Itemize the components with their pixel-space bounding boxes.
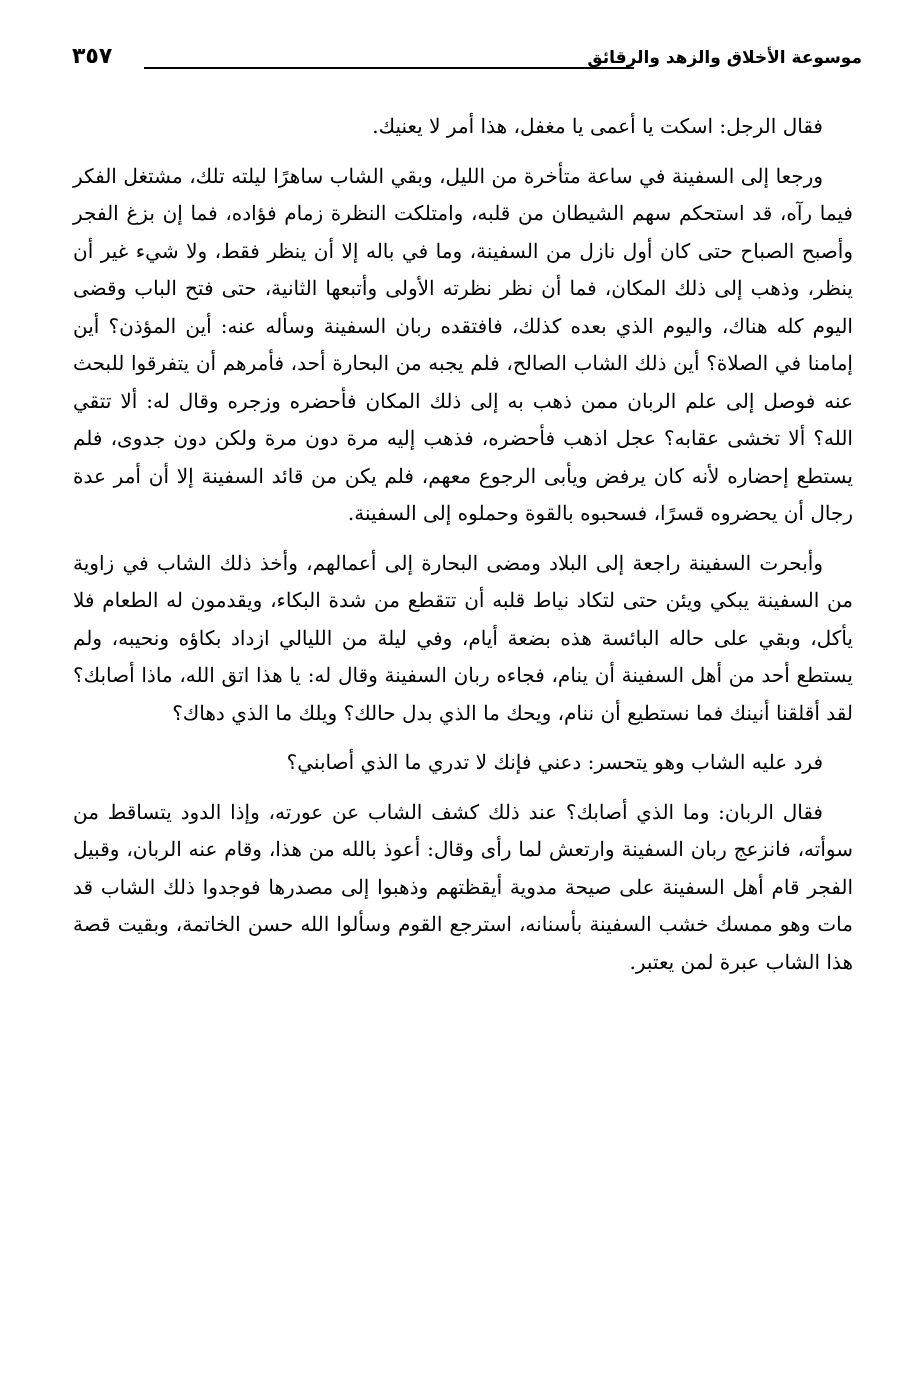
paragraph: فقال الربان: وما الذي أصابك؟ عند ذلك كشف الشاب عن عورته، وإذا الدود يتساقط من سوأته، فانزعج ربان السفينة وارتعش لما رأى وقال: أعوذ بالله من هذا، وقام عنه الربان، وقبيل الفجر قام أهل السفينة على صيحة مدوية أيقظتهم وذهبوا إلى مصدرها فوجدوا ذلك الشاب قد مات وهو ممسك خشب السفينة بأسنانه، استرجع القوم وسألوا الله حسن الخاتمة، وبقيت قصة هذا الشاب عبرة لمن يعتبر. [73,799,854,974]
paragraph: فرد عليه الشاب وهو يتحسر: دعني فإنك لا تدري ما الذي أصابني؟ [286,750,823,774]
paragraph: فقال الرجل: اسكت يا أعمى يا مغفل، هذا أمر لا يعنيك. [372,114,823,138]
paragraph: ورجعا إلى السفينة في ساعة متأخرة من الليل، وبقي الشاب ساهرًا ليلته تلك، مشتغل الفكر فيما رآه، قد استحكم سهم الشيطان من قلبه، وامتلكت النظرة زمام فؤاده، فما إن بزغ الفجر وأصبح الصباح حتى كان أول نازل من السفينة، وما في باله إلا أن ينظر فقط، ولا شيء غير أن ينظر، وذهب إلى ذلك المكان، فما أن نظر نظرته الأولى وأتبعها الثانية، حتى فتح الباب وقضى اليوم كله هناك، واليوم الذي بعده كذلك، فافتقده ربان السفينة وسأله عنه: أين المؤذن؟ أين إمامنا في الصلاة؟ أين ذلك الشاب الصالح، فلم يجبه من البحارة أحد، فأمرهم أن يتفرقوا للبحث عنه فوصل إلى علم الربان ممن ذهب به إلى ذلك المكان فأحضره وزجره وقال له: ألا تتقي الله؟ ألا تخشى عقابه؟ عجل اذهب فأحضره، فذهب إليه مرة دون مرة ولكن دون جدوى، فلم يستطع إحضاره لأنه كان يرفض ويأبى الرجوع معهم، فلم يكن من قائد السفينة إلا أن أمر عدة رجال أن يحضروه قسرًا، فسحبوه بالقوة وحملوه إلى السفينة. [73,163,853,525]
page-header [72,38,862,78]
page-number: ٣٥٧ [72,44,113,69]
body-text [73,108,853,993]
header-rule [144,67,634,69]
running-title: موسوعة الأخلاق والزهد والرقائق [587,48,862,68]
paragraph: وأبحرت السفينة راجعة إلى البلاد ومضى البحارة إلى أعمالهم، وأخذ ذلك الشاب في زاوية من السفينة يبكي ويئن حتى لتكاد نياط قلبه أن تتقطع من شدة البكاء، ويقدمون له الطعام فلا يأكل، وبقي على حاله البائسة هذه بضعة أيام، وفي ليلة من الليالي ازداد بكاؤه ونحيبه، ولم يستطع أحد من أهل السفينة أن ينام، فجاءه ربان السفينة وقال له: يا هذا اتق الله، ماذا أصابك؟ لقد أقلقنا أنينك فما نستطيع أن ننام، ويحك ما الذي بدل حالك؟ ويلك ما الذي دهاك؟ [73,550,853,725]
